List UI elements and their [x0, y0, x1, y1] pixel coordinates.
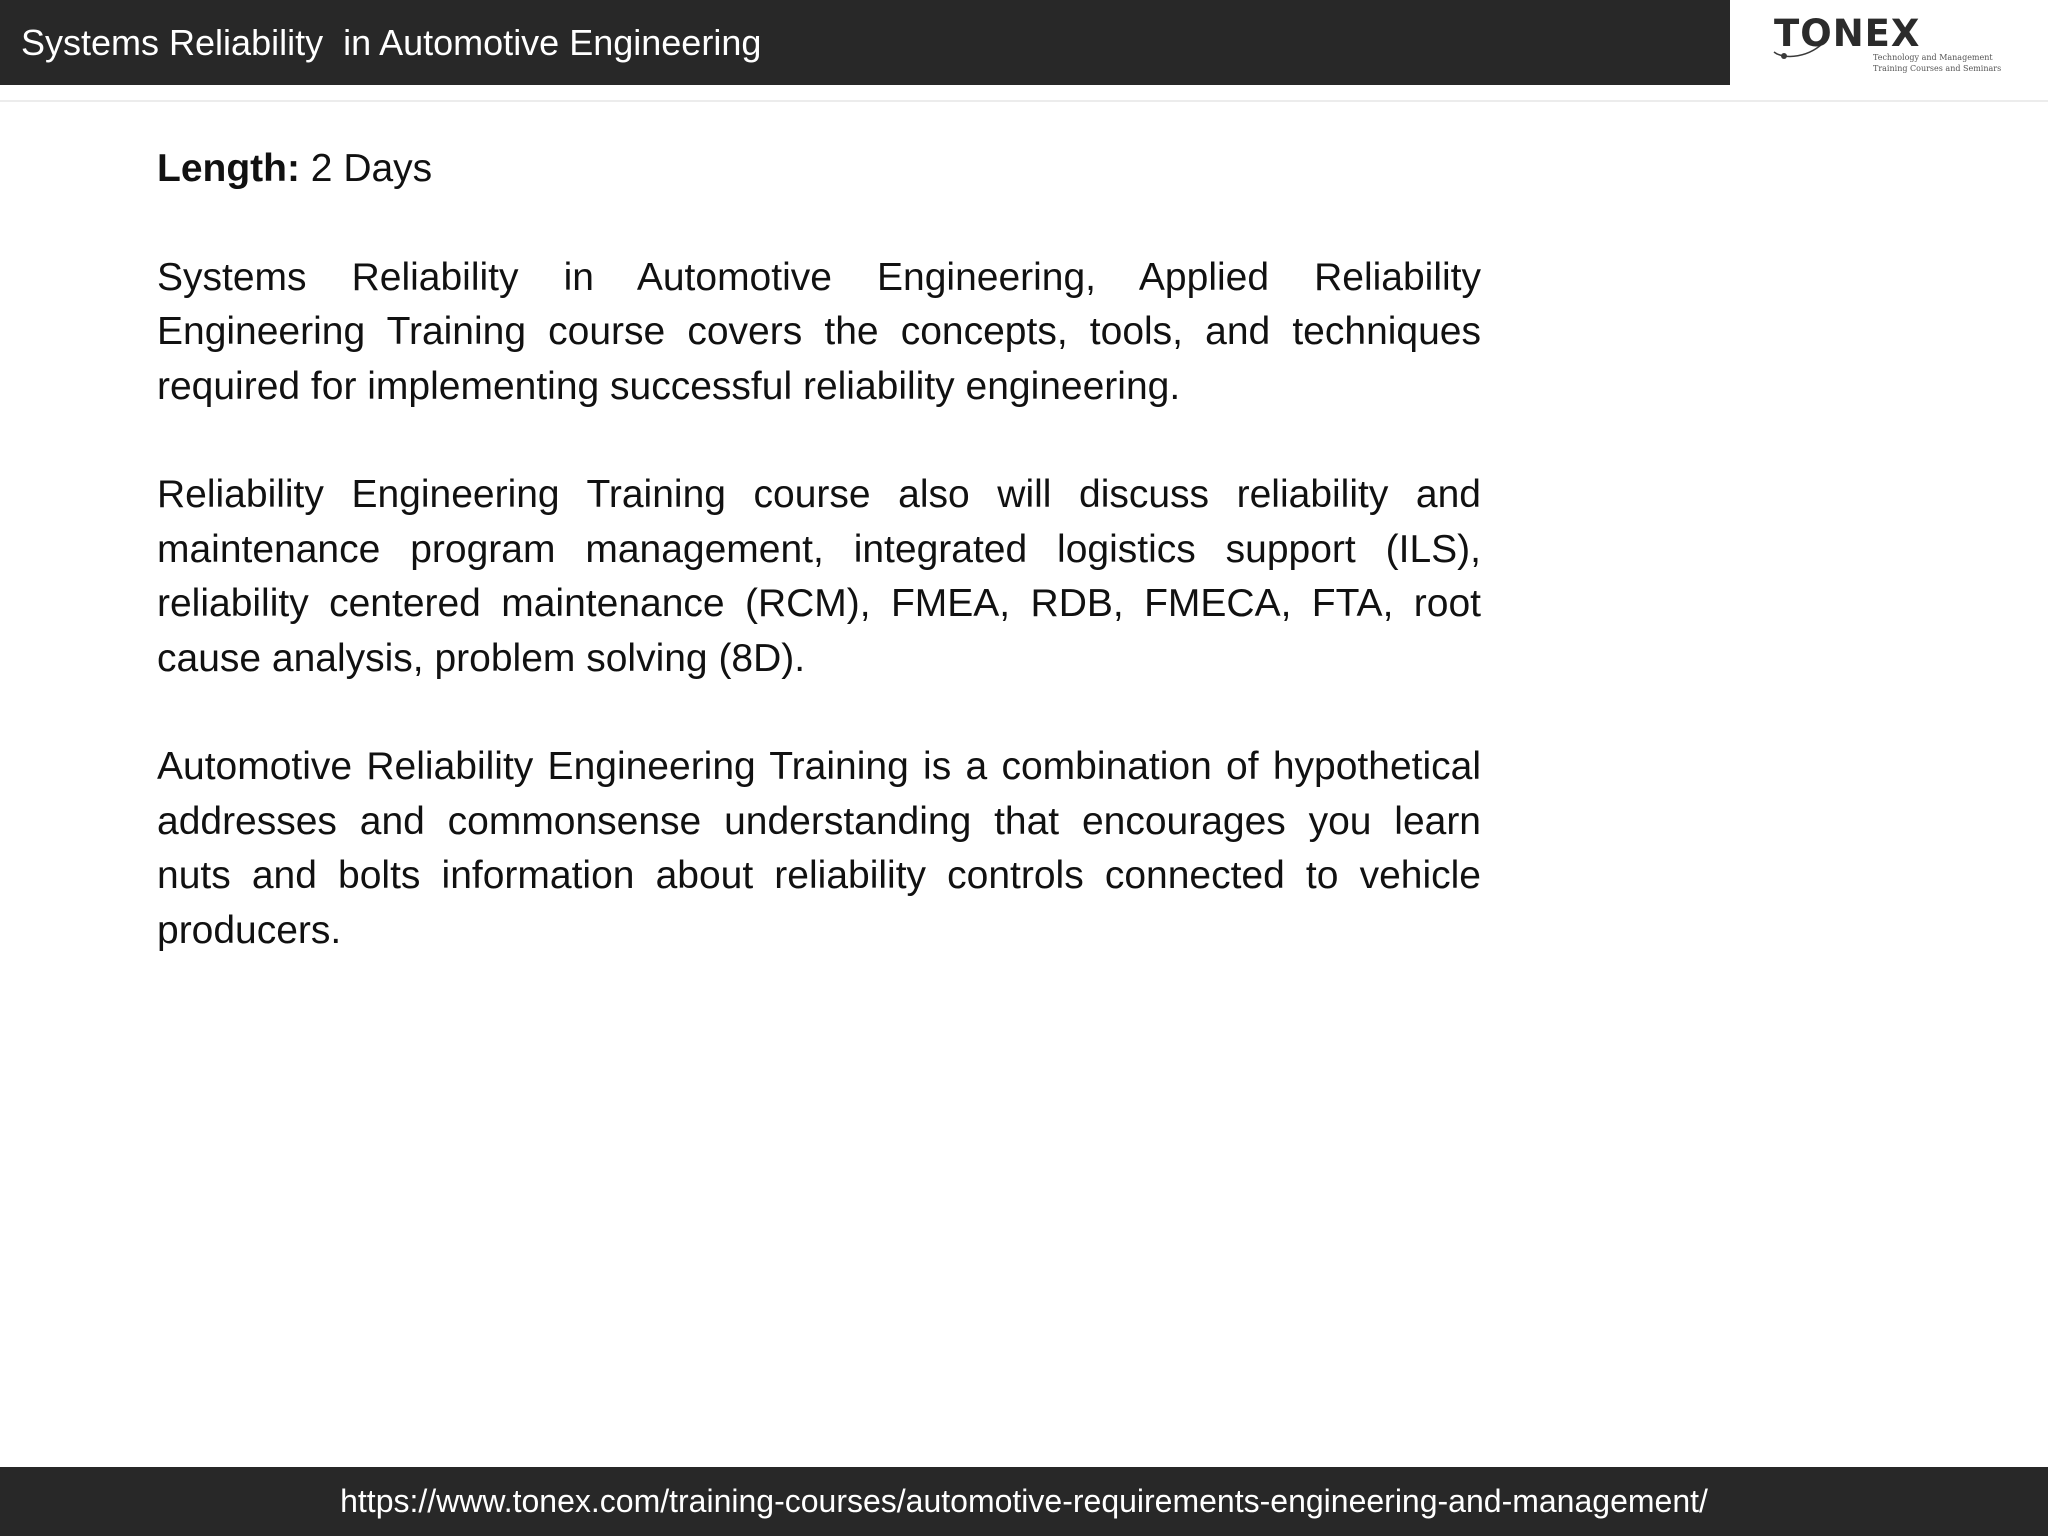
footer-url-link[interactable]: https://www.tonex.com/training-courses/automotive-requirements-engineering-and-management/	[340, 1483, 1708, 1519]
logo-tagline-line-2: Training Courses and Seminars	[1873, 64, 2002, 73]
footer-bar	[0, 1467, 2048, 1536]
length-value: 2 Days	[299, 147, 433, 190]
slide-body	[157, 142, 1481, 1012]
length-label: Length:	[157, 147, 300, 190]
logo-tagline	[1873, 52, 2001, 74]
header-divider	[0, 100, 2048, 102]
logo-tagline-line-1: Technology and Management	[1873, 53, 1993, 62]
logo-wordmark: TONEX	[1774, 12, 1921, 55]
header-bar	[0, 0, 1730, 85]
paragraph-topics: Reliability Engineering Training course also will discuss reliability and maintenance program management, integrated logistics support (ILS), reliability centered maintenance (RCM), FMEA, RDB, FMECA, FTA, root cause analysis, problem solving (8D).	[157, 473, 1481, 680]
slide-title: Systems Reliability in Automotive Engineering	[21, 22, 762, 63]
paragraph-overview: Systems Reliability in Automotive Engineering, Applied Reliability Engineering Training course covers the concepts, tools, and techniques required for implementing successful reliability engineering.	[157, 255, 1481, 408]
course-length	[157, 142, 1481, 197]
tonex-logo	[1770, 12, 2020, 78]
paragraph-benefits: Automotive Reliability Engineering Training is a combination of hypothetical addresses and commonsense understanding that encourages you learn nuts and bolts information about reliability controls connected to vehicle producers.	[157, 745, 1481, 952]
